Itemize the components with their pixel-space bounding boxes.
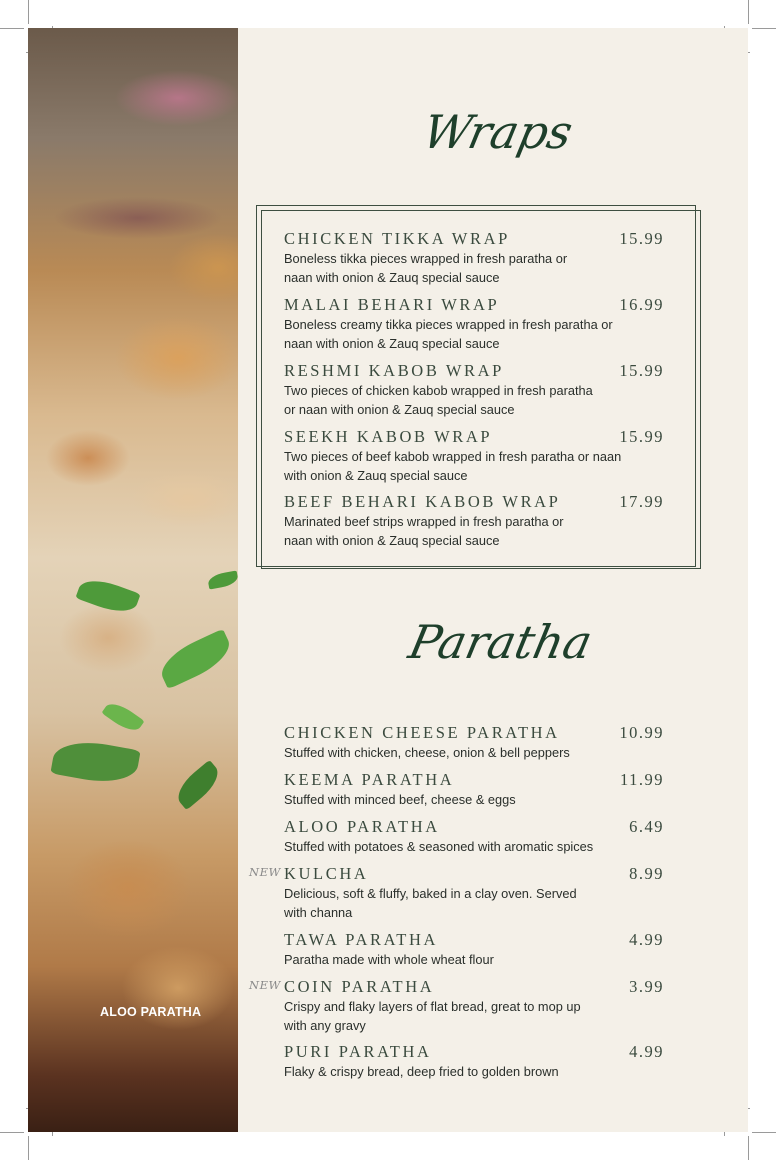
menu-item-coin-paratha bbox=[249, 977, 664, 1035]
crop-mark bbox=[0, 28, 24, 29]
crop-mark bbox=[28, 1136, 29, 1160]
item-description-line: Stuffed with potatoes & seasoned with aromatic spices bbox=[284, 839, 594, 854]
menu-item-reshmi-kabob-wrap bbox=[284, 361, 664, 419]
item-price: 16.99 bbox=[619, 295, 664, 314]
item-price: 8.99 bbox=[629, 864, 664, 883]
item-name: ALOO PARATHA bbox=[284, 817, 440, 836]
item-description-line: Marinated beef strips wrapped in fresh paratha or bbox=[284, 514, 564, 529]
crop-mark bbox=[748, 1136, 749, 1160]
item-description-line: Two pieces of chicken kabob wrapped in fresh paratha bbox=[284, 383, 593, 398]
item-price: 15.99 bbox=[619, 427, 664, 446]
item-description-line: naan with onion & Zauq special sauce bbox=[284, 336, 500, 351]
menu-item-keema-paratha bbox=[284, 770, 664, 809]
new-badge: NEW bbox=[249, 865, 281, 879]
item-name: CHICKEN CHEESE PARATHA bbox=[284, 723, 560, 742]
item-description-line: with channa bbox=[284, 905, 353, 920]
item-description-line: Flaky & crispy bread, deep fried to golden brown bbox=[284, 1064, 559, 1079]
item-description-line: Paratha made with whole wheat flour bbox=[284, 952, 494, 967]
herb-leaf bbox=[155, 629, 236, 690]
herb-leaf bbox=[171, 760, 225, 811]
item-description-line: Delicious, soft & fluffy, baked in a clay oven. Served bbox=[284, 886, 577, 901]
item-name: COIN PARATHA bbox=[284, 977, 435, 996]
herb-leaf bbox=[207, 571, 238, 590]
item-name: MALAI BEHARI WRAP bbox=[284, 295, 500, 314]
item-name: TAWA PARATHA bbox=[284, 930, 439, 949]
crop-mark bbox=[752, 28, 776, 29]
item-price: 11.99 bbox=[619, 770, 664, 789]
photo-caption: ALOO PARATHA bbox=[100, 1005, 202, 1019]
food-photo bbox=[28, 28, 238, 1132]
herb-leaf bbox=[50, 736, 140, 788]
item-price: 10.99 bbox=[619, 723, 664, 742]
crop-mark bbox=[748, 0, 749, 24]
item-description-line: with any gravy bbox=[284, 1018, 366, 1033]
item-name: KULCHA bbox=[284, 864, 369, 883]
menu-item-kulcha bbox=[249, 864, 664, 922]
new-badge: NEW bbox=[249, 978, 281, 992]
section-title-paratha: Paratha bbox=[404, 615, 598, 669]
crop-mark bbox=[0, 1132, 24, 1133]
item-name: KEEMA PARATHA bbox=[284, 770, 455, 789]
menu-item-chicken-cheese-paratha bbox=[284, 723, 664, 762]
item-description-line: or naan with onion & Zauq special sauce bbox=[284, 402, 515, 417]
item-description-line: Stuffed with chicken, cheese, onion & bell peppers bbox=[284, 745, 570, 760]
crop-mark bbox=[752, 1132, 776, 1133]
menu-item-seekh-kabob-wrap bbox=[284, 427, 664, 485]
item-description-line: naan with onion & Zauq special sauce bbox=[284, 270, 500, 285]
menu-item-malai-behari-wrap bbox=[284, 295, 664, 353]
item-description-line: naan with onion & Zauq special sauce bbox=[284, 533, 500, 548]
menu-item-puri-paratha bbox=[284, 1042, 664, 1081]
item-description-line: Two pieces of beef kabob wrapped in fresh paratha or naan bbox=[284, 449, 622, 464]
item-name: RESHMI KABOB WRAP bbox=[284, 361, 504, 380]
item-price: 15.99 bbox=[619, 361, 664, 380]
menu-item-chicken-tikka-wrap bbox=[284, 229, 664, 287]
item-description-line: Crispy and flaky layers of flat bread, great to mop up bbox=[284, 999, 581, 1014]
item-name: CHICKEN TIKKA WRAP bbox=[284, 229, 510, 248]
item-description-line: Boneless tikka pieces wrapped in fresh paratha or bbox=[284, 251, 568, 266]
item-price: 6.49 bbox=[629, 817, 664, 836]
herb-leaf bbox=[75, 574, 140, 619]
item-price: 3.99 bbox=[629, 977, 664, 996]
item-description-line: Stuffed with minced beef, cheese & eggs bbox=[284, 792, 516, 807]
menu-item-beef-behari-kabob-wrap bbox=[284, 492, 664, 550]
item-price: 15.99 bbox=[619, 229, 664, 248]
crop-mark bbox=[28, 0, 29, 24]
item-name: SEEKH KABOB WRAP bbox=[284, 427, 493, 446]
item-name: BEEF BEHARI KABOB WRAP bbox=[284, 492, 561, 511]
menu-item-tawa-paratha bbox=[284, 930, 664, 969]
section-title-wraps: Wraps bbox=[418, 105, 578, 159]
item-price: 4.99 bbox=[629, 1042, 664, 1061]
item-price: 17.99 bbox=[619, 492, 664, 511]
herb-leaf bbox=[101, 698, 144, 736]
item-price: 4.99 bbox=[629, 930, 664, 949]
item-name: PURI PARATHA bbox=[284, 1042, 432, 1061]
item-description-line: Boneless creamy tikka pieces wrapped in fresh paratha or bbox=[284, 317, 613, 332]
item-description-line: with onion & Zauq special sauce bbox=[284, 468, 468, 483]
menu-item-aloo-paratha bbox=[284, 817, 664, 856]
